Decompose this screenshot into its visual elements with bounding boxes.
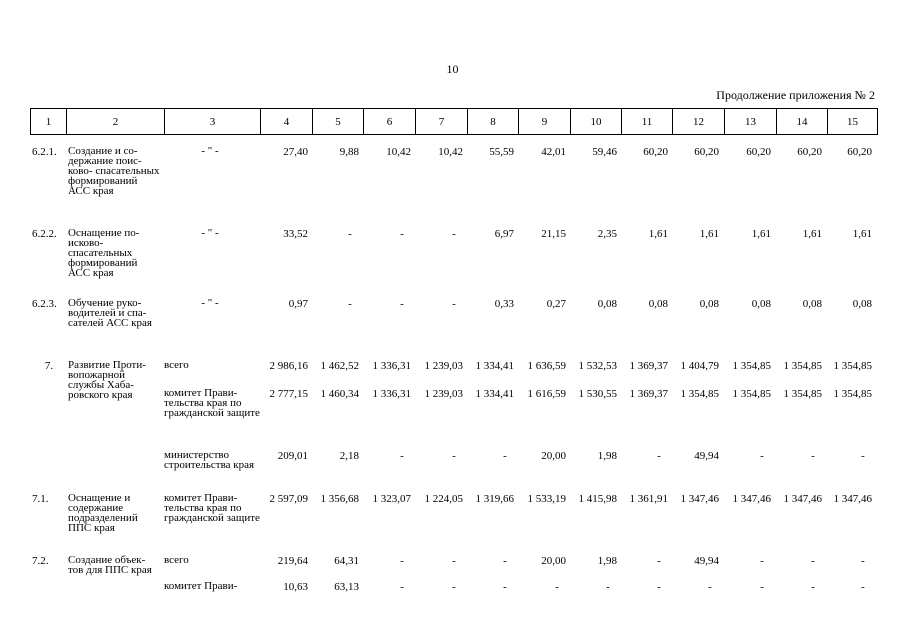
item-number: 7.2. (32, 555, 49, 567)
value-cell: 60,20 (746, 146, 771, 158)
value-cell: - (861, 581, 865, 593)
value-cell: 1 354,85 (833, 388, 872, 400)
value-cell: 1 356,68 (320, 493, 359, 505)
value-cell: 0,08 (802, 298, 822, 310)
value-cell: 59,46 (592, 146, 617, 158)
value-cell: - (861, 450, 865, 462)
value-cell: - (760, 450, 764, 462)
value-cell: 1 354,85 (833, 360, 872, 372)
value-cell: 1 334,41 (475, 360, 514, 372)
value-cell: 1 354,85 (680, 388, 719, 400)
value-cell: 1,61 (751, 228, 771, 240)
value-cell: 1 347,46 (783, 493, 822, 505)
item-name: Развитие Проти- вопожарной службы Хаба- ровского края (68, 359, 146, 401)
value-cell: 1,98 (597, 555, 617, 567)
value-cell: 1 369,37 (629, 360, 668, 372)
value-cell: 1 354,85 (783, 388, 822, 400)
value-cell: 60,20 (797, 146, 822, 158)
value-cell: 33,52 (283, 228, 308, 240)
value-cell: 1 319,66 (475, 493, 514, 505)
value-cell: - (606, 581, 610, 593)
responsible-executor: - " - (201, 145, 219, 157)
value-cell: 20,00 (541, 555, 566, 567)
value-cell: 1,61 (648, 228, 668, 240)
value-cell: 2,18 (339, 450, 359, 462)
value-cell: - (400, 555, 404, 567)
value-cell: 2 597,09 (269, 493, 308, 505)
header-cell: 12 (673, 109, 725, 135)
value-cell: 1 334,41 (475, 388, 514, 400)
value-cell: - (811, 581, 815, 593)
value-cell: 0,08 (648, 298, 668, 310)
table-row (30, 146, 877, 226)
value-cell: 2 777,15 (269, 388, 308, 400)
item-number: 7. (44, 360, 54, 372)
value-cell: 2 986,16 (269, 360, 308, 372)
value-cell: 1 347,46 (833, 493, 872, 505)
header-cell: 11 (622, 109, 673, 135)
value-cell: 9,88 (339, 146, 359, 158)
value-cell: 209,01 (277, 450, 308, 462)
value-cell: 60,20 (847, 146, 872, 158)
header-cell: 9 (519, 109, 571, 135)
value-cell: 0,08 (597, 298, 617, 310)
value-cell: 0,27 (546, 298, 566, 310)
responsible-executor: комитет Прави- (164, 580, 238, 592)
value-cell: 1 354,85 (783, 360, 822, 372)
value-cell: - (400, 450, 404, 462)
responsible-executor: всего (164, 554, 189, 566)
value-cell: 21,15 (541, 228, 566, 240)
page-number: 10 (446, 62, 459, 76)
value-cell: - (503, 555, 507, 567)
header-cell: 8 (468, 109, 519, 135)
table-row (30, 228, 877, 298)
value-cell: - (452, 228, 456, 240)
value-cell: 1,61 (802, 228, 822, 240)
value-cell: 1,61 (699, 228, 719, 240)
value-cell: - (452, 298, 456, 310)
value-cell: 1 532,53 (578, 360, 617, 372)
value-cell: 0,08 (852, 298, 872, 310)
value-cell: 1 336,31 (372, 388, 411, 400)
header-cell: 13 (725, 109, 777, 135)
value-cell: 42,01 (541, 146, 566, 158)
value-cell: 0,08 (699, 298, 719, 310)
value-cell: 1,98 (597, 450, 617, 462)
value-cell: - (400, 228, 404, 240)
table-row (30, 298, 877, 358)
value-cell: 1 224,05 (424, 493, 463, 505)
item-name: Обучение руко- водителей и спа- сателей АСС края (68, 297, 152, 329)
value-cell: 60,20 (643, 146, 668, 158)
header-cell: 3 (165, 109, 261, 135)
value-cell: 0,08 (751, 298, 771, 310)
value-cell: - (452, 581, 456, 593)
value-cell: 1 361,91 (629, 493, 668, 505)
value-cell: - (760, 555, 764, 567)
table-row (30, 360, 877, 500)
value-cell: 1,61 (852, 228, 872, 240)
header-cell: 14 (777, 109, 828, 135)
value-cell: - (503, 450, 507, 462)
table-row (30, 493, 877, 553)
value-cell: 0,97 (288, 298, 308, 310)
responsible-executor: - " - (201, 227, 219, 239)
value-cell: 219,64 (277, 555, 308, 567)
header-cell: 2 (67, 109, 165, 135)
value-cell: 49,94 (694, 450, 719, 462)
value-cell: - (348, 298, 352, 310)
value-cell: 10,42 (438, 146, 463, 158)
value-cell: - (657, 555, 661, 567)
header-cell: 7 (416, 109, 468, 135)
header-cell: 10 (571, 109, 622, 135)
value-cell: - (811, 450, 815, 462)
value-cell: 1 415,98 (578, 493, 617, 505)
value-cell: - (348, 228, 352, 240)
value-cell: - (400, 298, 404, 310)
header-cell: 4 (261, 109, 313, 135)
value-cell: 1 616,59 (527, 388, 566, 400)
responsible-executor: министерство строительства края (164, 449, 255, 471)
value-cell: 27,40 (283, 146, 308, 158)
value-cell: - (452, 450, 456, 462)
value-cell: 1 347,46 (732, 493, 771, 505)
header-cell: 1 (31, 109, 67, 135)
value-cell: 0,33 (494, 298, 514, 310)
item-name: Создание и со- держание поис- ково- спасательных формирований АСС края (68, 145, 160, 197)
value-cell: 1 460,34 (320, 388, 359, 400)
value-cell: - (503, 581, 507, 593)
value-cell: - (861, 555, 865, 567)
column-number-header (30, 108, 878, 135)
value-cell: 10,63 (283, 581, 308, 593)
continuation-caption: Продолжение приложения № 2 (716, 88, 875, 102)
item-number: 6.2.3. (32, 298, 57, 310)
value-cell: 1 323,07 (372, 493, 411, 505)
responsible-executor: комитет Прави- тельства края по гражданской защите (164, 387, 260, 419)
value-cell: 1 533,19 (527, 493, 566, 505)
item-number: 7.1. (32, 493, 49, 505)
value-cell: - (452, 555, 456, 567)
value-cell: 2,35 (597, 228, 617, 240)
value-cell: 1 336,31 (372, 360, 411, 372)
value-cell: 1 404,79 (680, 360, 719, 372)
value-cell: 49,94 (694, 555, 719, 567)
value-cell: 1 354,85 (732, 388, 771, 400)
value-cell: 1 369,37 (629, 388, 668, 400)
value-cell: 64,31 (334, 555, 359, 567)
value-cell: 10,42 (386, 146, 411, 158)
header-cell: 6 (364, 109, 416, 135)
value-cell: - (657, 581, 661, 593)
value-cell: - (400, 581, 404, 593)
table-row (30, 555, 877, 615)
value-cell: 1 462,52 (320, 360, 359, 372)
value-cell: 1 354,85 (732, 360, 771, 372)
responsible-executor: - " - (201, 297, 219, 309)
item-name: Создание объек- тов для ППС края (68, 554, 152, 576)
value-cell: 1 530,55 (578, 388, 617, 400)
value-cell: - (811, 555, 815, 567)
value-cell: - (708, 581, 712, 593)
header-cell: 15 (828, 109, 878, 135)
responsible-executor: комитет Прави- тельства края по гражданской защите (164, 492, 260, 524)
value-cell: 60,20 (694, 146, 719, 158)
value-cell: 1 347,46 (680, 493, 719, 505)
value-cell: 6,97 (494, 228, 514, 240)
value-cell: 1 239,03 (424, 360, 463, 372)
value-cell: - (657, 450, 661, 462)
value-cell: 63,13 (334, 581, 359, 593)
value-cell: 55,59 (489, 146, 514, 158)
value-cell: 20,00 (541, 450, 566, 462)
value-cell: 1 636,59 (527, 360, 566, 372)
item-number: 6.2.2. (32, 228, 57, 240)
item-name: Оснащение по- исково- спасательных формирований АСС края (68, 227, 140, 279)
header-cell: 5 (313, 109, 364, 135)
value-cell: - (760, 581, 764, 593)
value-cell: - (555, 581, 559, 593)
responsible-executor: всего (164, 359, 189, 371)
item-number: 6.2.1. (32, 146, 57, 158)
value-cell: 1 239,03 (424, 388, 463, 400)
item-name: Оснащение и содержание подразделений ППС края (68, 492, 138, 534)
